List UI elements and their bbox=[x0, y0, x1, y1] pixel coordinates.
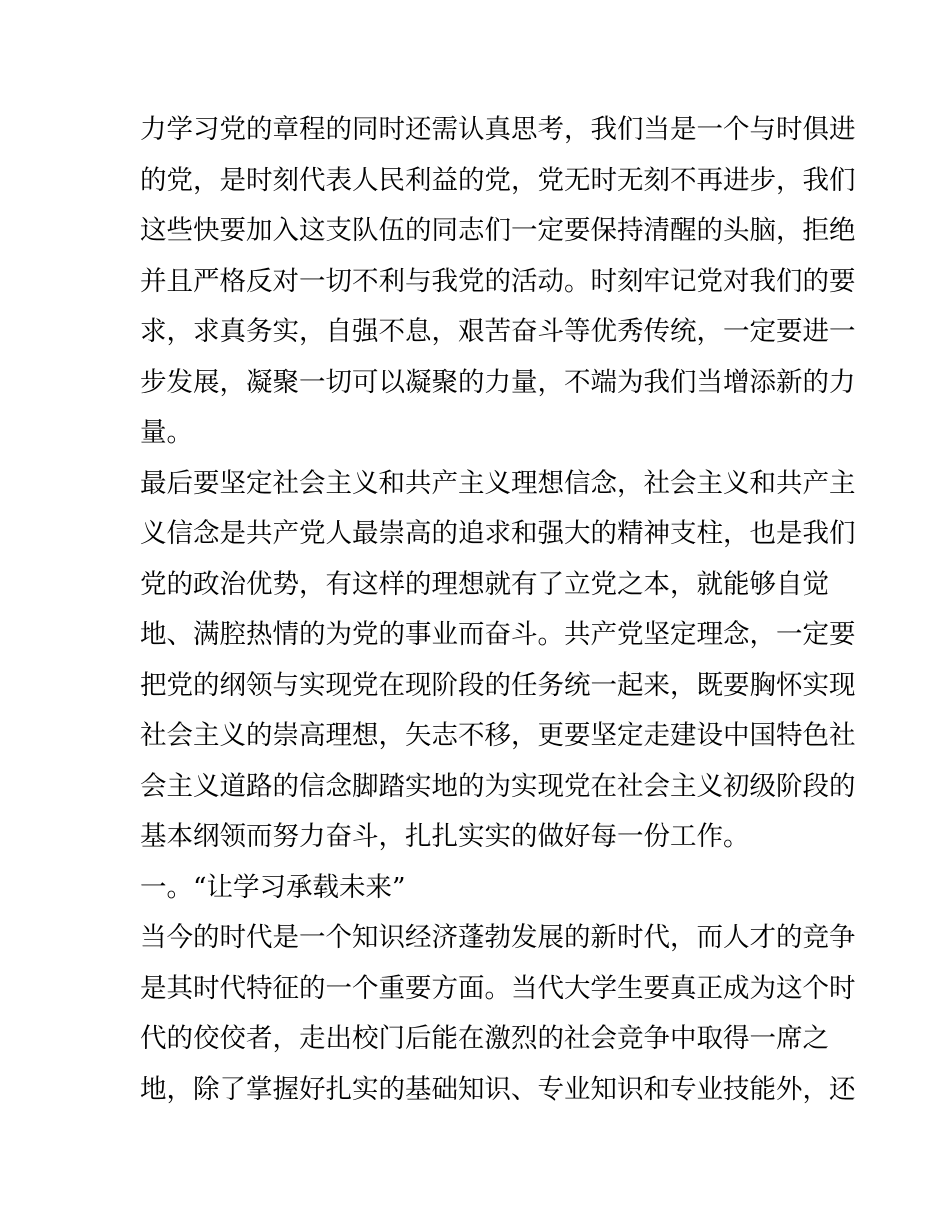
text-line: 会主义道路的信念脚踏实地的为实现党在社会主义初级阶段的 bbox=[140, 770, 856, 802]
text-line: 的党，是时刻代表人民利益的党，党无时无刻不再进步，我们 bbox=[140, 164, 856, 196]
text-line: 量。 bbox=[140, 417, 193, 448]
text-line: 求，求真务实，自强不息，艰苦奋斗等优秀传统，一定要进一 bbox=[140, 316, 856, 347]
text-line: 地，除了掌握好扎实的基础知识、专业知识和专业技能外，还 bbox=[140, 1073, 856, 1105]
text-line: 当今的时代是一个知识经济蓬勃发展的新时代，而人才的竞争 bbox=[140, 922, 856, 953]
text-line: 最后要坚定社会主义和共产主义理想信念，社会主义和共产主 bbox=[140, 467, 856, 499]
text-line: 代的佼佼者，走出校门后能在激烈的社会竞争中取得一席之 bbox=[140, 1023, 829, 1054]
text-line: 力学习党的章程的同时还需认真思考，我们当是一个与时俱进 bbox=[140, 114, 856, 145]
text-line: 是其时代特征的一个重要方面。当代大学生要真正成为这个时 bbox=[140, 972, 856, 1004]
text-line: 把党的纲领与实现党在现阶段的任务统一起来，既要胸怀实现 bbox=[140, 669, 856, 701]
text-line: 党的政治优势，有这样的理想就有了立党之本，就能够自觉 bbox=[140, 568, 829, 600]
text-line: 地、满腔热情的为党的事业而奋斗。共产党坚定理念，一定要 bbox=[140, 619, 856, 650]
text-line: 基本纲领而努力奋斗，扎扎实实的做好每一份工作。 bbox=[140, 821, 750, 852]
text-line: 这些快要加入这支队伍的同志们一定要保持清醒的头脑，拒绝 bbox=[140, 215, 856, 246]
section-heading: 一。“让学习承载未来” bbox=[140, 871, 406, 903]
text-line: 步发展，凝聚一切可以凝聚的力量，不端为我们当增添新的力 bbox=[140, 366, 856, 398]
text-line: 义信念是共产党人最崇高的追求和强大的精神支柱，也是我们 bbox=[140, 518, 856, 549]
text-line: 并且严格反对一切不利与我党的活动。时刻牢记党对我们的要 bbox=[140, 265, 856, 297]
text-line: 社会主义的崇高理想，矢志不移，更要坚定走建设中国特色社 bbox=[140, 720, 856, 751]
document-body bbox=[140, 105, 856, 1115]
